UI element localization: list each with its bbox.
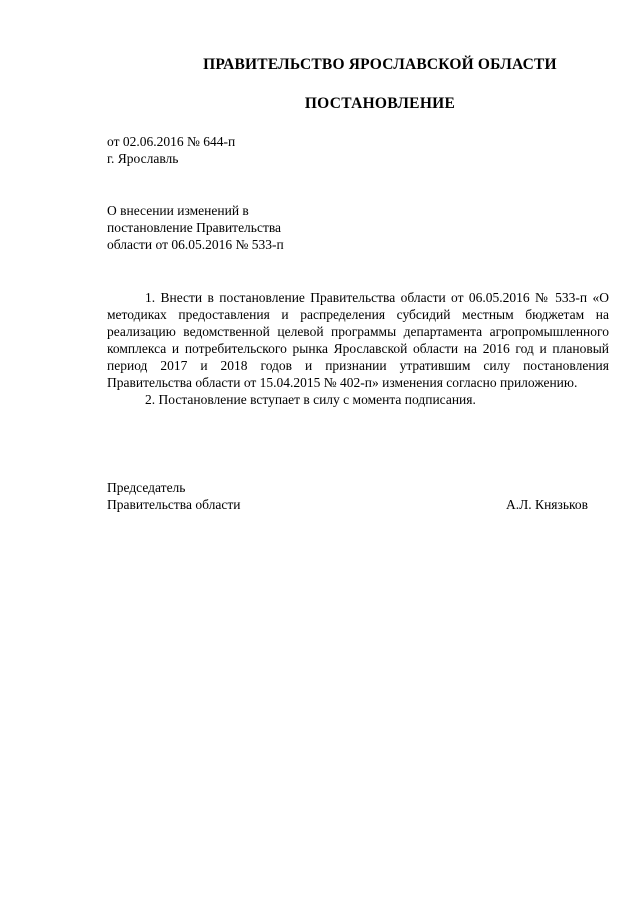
subject-line-3: области от 06.05.2016 № 533-п [107,237,284,252]
paragraph-2: 2. Постановление вступает в силу с момента подписания. [145,392,476,407]
signatory-name: А.Л. Князьков [506,497,588,512]
subject-line-1: О внесении изменений в [107,203,249,218]
paragraph-1: 1. Внести в постановление Правительства области от 06.05.2016 № 533-п «О методиках предоставления и распределения субсидий местным бюджетам на реализацию ведомственной целевой программы департамента агропромышленного комплекса и потребительского рынка Ярославской области на 2016 год и плановый период 2017 и 2018 годов и признании утратившим силу постановления Правительства области от 15.04.2015 № 402-п» изменения согласно приложению. [107,290,609,390]
document-type-heading: ПОСТАНОВЛЕНИЕ [304,95,456,112]
signatory-title-line-1: Председатель [107,480,186,495]
organization-heading: ПРАВИТЕЛЬСТВО ЯРОСЛАВСКОЙ ОБЛАСТИ [203,56,557,73]
resolution-body [107,289,609,408]
date-number: от 02.06.2016 № 644-п [107,134,236,149]
subject-line-2: постановление Правительства [107,220,282,235]
signatory-title-line-2: Правительства области [107,497,241,512]
city: г. Ярославль [107,151,179,166]
